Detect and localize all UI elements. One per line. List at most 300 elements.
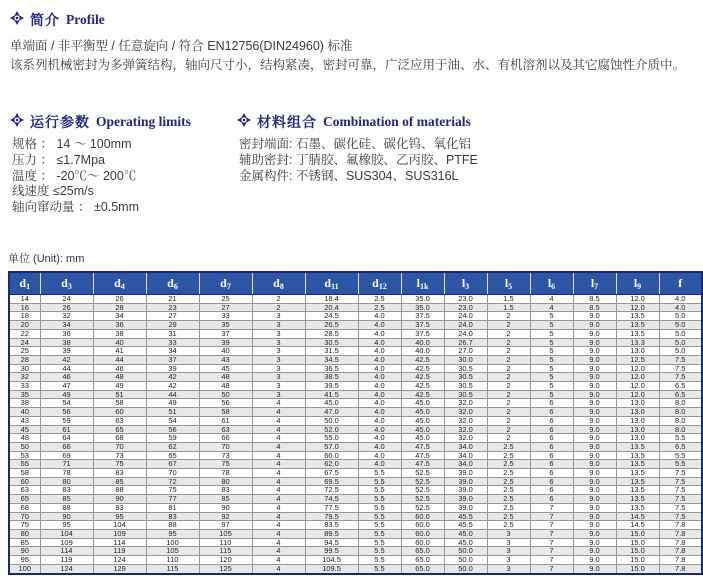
table-cell: 4.0 [358,425,401,434]
table-cell: 23.0 [444,303,487,312]
table-row [9,364,702,373]
table-row [9,469,702,478]
table-cell: 2.5 [358,303,401,312]
table-row [9,416,702,425]
column-header-l7: $l_7$ [573,272,616,295]
table-cell: 53 [9,451,40,460]
table-cell: 92 [199,512,252,521]
table-cell: 99.5 [305,547,358,556]
table-cell: 75 [199,460,252,469]
table-cell: 3 [252,338,305,347]
table-cell: 65 [93,425,146,434]
table-cell: 2 [487,399,530,408]
table-cell: 2 [487,408,530,417]
table-cell: 39.5 [305,382,358,391]
table-cell: 70 [146,469,199,478]
table-cell: 30.5 [444,390,487,399]
table-cell: 9.0 [573,364,616,373]
table-cell: 1.5 [487,303,530,312]
table-cell: 34.0 [444,442,487,451]
table-cell: 47.5 [401,442,444,451]
table-cell: 4.0 [659,303,702,312]
table-cell: 39.0 [444,477,487,486]
table-cell: 58 [9,469,40,478]
table-cell: 43 [9,416,40,425]
table-cell: 13.5 [616,503,659,512]
table-cell: 30.5 [305,338,358,347]
table-cell: 42.5 [401,390,444,399]
table-cell: 51 [146,408,199,417]
table-cell: 3 [252,373,305,382]
table-cell: 13.5 [616,442,659,451]
table-cell: 13.0 [616,399,659,408]
table-cell: 35 [199,321,252,330]
table-cell: 45.0 [401,399,444,408]
table-cell: 90 [93,495,146,504]
table-cell: 2 [487,312,530,321]
table-cell: 52.5 [401,495,444,504]
table-cell: 6 [530,399,573,408]
profile-title-en: Profile [66,12,105,27]
table-cell: 7 [530,547,573,556]
table-cell: 35.0 [401,303,444,312]
table-row [9,347,702,356]
table-cell: 30.5 [444,364,487,373]
table-cell: 6 [530,442,573,451]
table-cell: 90 [9,547,40,556]
table-cell: 5 [530,347,573,356]
table-cell: 9.0 [573,347,616,356]
table-row [9,460,702,469]
table-row [9,329,702,338]
table-cell: 65 [146,451,199,460]
table-cell: 4.0 [358,408,401,417]
material-item-secondary-seal: 辅助密封: 丁腈胶、氟橡胶、乙丙胶、PTFE [239,152,478,167]
table-cell: 13.5 [616,329,659,338]
table-cell: 63 [9,486,40,495]
materials-heading [237,112,471,132]
table-cell: 5 [530,338,573,347]
table-cell: 4 [252,399,305,408]
table-cell: 9.0 [573,538,616,547]
table-cell: 5.0 [659,321,702,330]
table-cell: 6 [530,469,573,478]
table-cell: 129 [93,564,146,573]
table-cell: 9.0 [573,564,616,573]
table-cell: 36 [40,329,93,338]
table-cell: 88 [40,503,93,512]
table-cell: 7.5 [659,512,702,521]
column-header-l3: $l_3$ [444,272,487,295]
table-cell: 9.0 [573,355,616,364]
table-cell: 42.5 [401,373,444,382]
column-header-f: f [659,272,702,295]
table-cell: 68 [9,503,40,512]
column-header-l5: $l_5$ [487,272,530,295]
table-cell: 15.0 [616,529,659,538]
table-cell: 70 [199,442,252,451]
table-cell: 73 [93,451,146,460]
table-row [9,503,702,512]
table-cell: 45.5 [444,521,487,530]
table-cell: 45.0 [401,434,444,443]
table-cell: 4 [252,512,305,521]
table-cell: 15.0 [616,547,659,556]
table-cell: 6.5 [659,442,702,451]
table-cell: 83 [199,486,252,495]
table-cell: 3 [252,390,305,399]
table-cell: 8.0 [659,425,702,434]
table-cell: 56 [40,408,93,417]
table-cell: 5.5 [358,529,401,538]
table-cell: 57.0 [305,442,358,451]
table-cell: 5 [530,382,573,391]
table-cell: 7.5 [659,355,702,364]
table-cell: 14.5 [616,512,659,521]
table-cell: 9.0 [573,408,616,417]
table-cell: 37 [199,329,252,338]
table-row [9,382,702,391]
table-cell: 4 [252,477,305,486]
table-cell: 3 [252,312,305,321]
table-cell: 45.0 [401,408,444,417]
table-cell: 4.0 [358,382,401,391]
table-cell: 40.0 [401,347,444,356]
table-cell: 9.0 [573,451,616,460]
table-cell: 75 [146,486,199,495]
table-cell: 95 [40,521,93,530]
table-cell: 2.5 [487,451,530,460]
table-cell: 4.0 [358,460,401,469]
table-cell: 42.5 [401,355,444,364]
table-cell: 7.5 [659,486,702,495]
operating-limits-title-zh: 运行参数 [30,114,90,130]
table-cell: 97 [199,521,252,530]
table-cell: 24 [9,338,40,347]
table-cell: 6 [530,460,573,469]
table-cell: 42 [146,382,199,391]
table-cell: 80 [40,477,93,486]
table-cell: 62 [146,442,199,451]
table-row [9,312,702,321]
table-cell: 9.0 [573,512,616,521]
table-cell: 9.0 [573,382,616,391]
table-cell: 7.5 [659,469,702,478]
column-header-d4: $d_4$ [93,272,146,295]
table-cell: 83 [93,469,146,478]
table-cell: 9.0 [573,425,616,434]
table-cell: 5.5 [358,564,401,573]
table-cell: 42 [146,373,199,382]
table-cell: 9.0 [573,373,616,382]
table-cell: 9.0 [573,434,616,443]
table-row [9,303,702,312]
table-cell: 34.0 [444,451,487,460]
table-cell: 56 [199,399,252,408]
table-cell: 44 [146,390,199,399]
unit-label: 单位 (Unit): mm [8,253,85,265]
table-cell: 12.0 [616,295,659,304]
table-cell: 4.0 [358,312,401,321]
table-cell: 24 [40,295,93,304]
table-cell: 65.0 [401,547,444,556]
material-item-seal-face: 密封端面: 石墨、碳化硅、碳化钨、氧化铝 [239,137,471,151]
table-cell: 7.8 [659,538,702,547]
table-cell: 9.0 [573,477,616,486]
table-cell: 24.0 [444,321,487,330]
table-cell: 109 [93,529,146,538]
table-cell: 94.5 [305,538,358,547]
table-row [9,512,702,521]
table-cell: 3 [252,364,305,373]
table-cell: 95 [9,556,40,565]
table-cell: 120 [199,556,252,565]
table-cell: 59 [146,434,199,443]
table-cell: 109 [40,538,93,547]
table-cell: 9.0 [573,321,616,330]
table-cell: 41.5 [305,390,358,399]
table-cell: 2.5 [487,477,530,486]
table-cell: 4 [252,425,305,434]
table-cell: 26 [93,295,146,304]
table-cell: 2 [487,329,530,338]
table-cell: 20 [9,321,40,330]
table-cell: 9.0 [573,547,616,556]
table-cell: 32.0 [444,416,487,425]
table-cell: 13.5 [616,312,659,321]
table-cell: 3 [252,347,305,356]
table-cell: 45.0 [305,399,358,408]
material-item-metal-parts: 金属构件: 不锈钢、SUS304、SUS316L [239,168,459,183]
table-cell: 2 [487,434,530,443]
profile-heading [10,10,105,30]
table-cell: 9.0 [573,495,616,504]
table-cell: 64 [40,434,93,443]
table-cell: 15.0 [616,564,659,573]
table-cell: 6.5 [659,382,702,391]
table-row [9,390,702,399]
table-cell: 2 [252,303,305,312]
table-cell: 73 [199,451,252,460]
table-row [9,408,702,417]
table-cell: 7 [530,503,573,512]
table-cell: 95 [146,529,199,538]
limit-item-temperature: 温度 ： -20℃～ 200℃ [12,168,137,183]
table-cell: 31.5 [305,347,358,356]
table-cell: 6 [530,408,573,417]
table-cell: 3 [252,382,305,391]
table-cell: 104 [93,521,146,530]
table-cell: 110 [146,556,199,565]
table-cell: 13.3 [616,338,659,347]
table-cell: 41 [93,347,146,356]
table-cell: 35 [9,390,40,399]
table-cell: 78 [199,469,252,478]
table-cell: 45.0 [401,416,444,425]
limit-item-pressure: 压力 ： ≤1.7Mpa [12,152,105,167]
table-cell: 47.5 [401,451,444,460]
table-cell: 104 [40,529,93,538]
table-cell: 7 [530,538,573,547]
table-cell: 5 [530,355,573,364]
table-cell: 85 [93,477,146,486]
table-cell: 81 [146,503,199,512]
table-cell: 5.5 [358,495,401,504]
column-header-d8: $d_8$ [252,272,305,295]
table-cell: 4 [252,469,305,478]
table-cell: 5 [530,373,573,382]
table-cell: 4.0 [358,373,401,382]
table-cell: 7.8 [659,556,702,565]
table-cell: 60 [93,408,146,417]
table-cell: 35.0 [401,295,444,304]
table-row [9,373,702,382]
table-cell: 5.5 [358,486,401,495]
table-cell: 83 [40,486,93,495]
table-cell: 13.0 [616,416,659,425]
table-cell: 4 [252,495,305,504]
table-cell: 4.0 [358,329,401,338]
table-cell: 29 [146,321,199,330]
table-cell: 32.0 [444,434,487,443]
table-cell: 2 [487,425,530,434]
table-cell: 47.5 [401,460,444,469]
table-cell: 13.0 [616,434,659,443]
table-row [9,321,702,330]
table-cell: 46 [93,364,146,373]
table-cell: 6 [530,451,573,460]
table-cell: 69 [40,451,93,460]
table-cell: 5 [530,329,573,338]
table-row [9,521,702,530]
table-cell: 7.8 [659,529,702,538]
table-cell: 50.0 [444,547,487,556]
table-cell: 43 [199,355,252,364]
operating-limits-title-en: Operating limits [96,114,191,129]
table-cell: 5.0 [659,338,702,347]
table-cell: 7.8 [659,564,702,573]
table-cell: 37.5 [401,329,444,338]
table-cell: 5 [530,321,573,330]
table-cell: 3 [487,556,530,565]
table-cell: 50 [199,390,252,399]
table-cell: 42.5 [401,382,444,391]
table-cell: 63 [93,416,146,425]
table-header-row [9,272,702,295]
table-cell: 56 [146,425,199,434]
table-cell: 125 [199,564,252,573]
table-cell: 45 [199,364,252,373]
table-cell: 63 [199,425,252,434]
table-cell: 9.0 [573,556,616,565]
table-cell: 6 [530,425,573,434]
table-cell: 9.0 [573,338,616,347]
table-row [9,538,702,547]
table-row [9,451,702,460]
table-cell: 72.5 [305,486,358,495]
limit-item-axial-play: 轴向窜动量 ： ±0.5mm [12,200,140,215]
table-cell: 2.5 [358,295,401,304]
materials-list [239,137,478,184]
dimensions-table [8,271,703,575]
table-cell: 4 [252,442,305,451]
table-cell: 3 [487,564,530,573]
table-cell: 60.0 [401,538,444,547]
table-cell: 4 [252,538,305,547]
table-cell: 8.0 [659,408,702,417]
table-cell: 66 [40,442,93,451]
table-cell: 5.5 [358,512,401,521]
table-cell: 40 [93,338,146,347]
table-cell: 93 [93,503,146,512]
table-cell: 2 [487,355,530,364]
table-cell: 13.5 [616,486,659,495]
table-cell: 2.5 [487,442,530,451]
dimensions-table-wrapper [8,271,703,575]
table-cell: 9.0 [573,399,616,408]
table-cell: 18.4 [305,295,358,304]
table-cell: 95 [93,512,146,521]
table-cell: 32 [40,312,93,321]
table-cell: 5.5 [358,538,401,547]
table-cell: 8.5 [573,295,616,304]
table-cell: 9.0 [573,460,616,469]
table-cell: 33 [9,382,40,391]
table-cell: 4 [252,416,305,425]
table-cell: 7 [530,521,573,530]
operating-limits-heading [10,112,191,132]
table-cell: 4 [530,295,573,304]
table-cell: 20.4 [305,303,358,312]
compass-bullet-icon [10,11,24,30]
column-header-l6: $l_6$ [530,272,573,295]
table-cell: 31 [146,329,199,338]
table-cell: 90 [40,512,93,521]
table-cell: 37.5 [401,312,444,321]
table-cell: 42.5 [401,364,444,373]
table-cell: 78 [40,469,93,478]
table-cell: 45.0 [444,538,487,547]
table-cell: 38 [9,399,40,408]
table-row [9,434,702,443]
table-cell: 2 [487,321,530,330]
table-cell: 26.5 [305,321,358,330]
table-cell: 9.0 [573,390,616,399]
table-cell: 32.0 [444,408,487,417]
table-cell: 124 [40,564,93,573]
table-cell: 6 [530,495,573,504]
table-cell: 72 [146,477,199,486]
table-cell: 58 [199,408,252,417]
table-cell: 39.0 [444,495,487,504]
table-cell: 34 [40,321,93,330]
table-cell: 4.0 [358,338,401,347]
table-cell: 12.0 [616,303,659,312]
table-cell: 27 [146,312,199,321]
table-cell: 2.5 [487,469,530,478]
table-cell: 5.5 [358,521,401,530]
table-cell: 88 [146,521,199,530]
table-cell: 65.0 [401,556,444,565]
table-cell: 23 [146,303,199,312]
table-cell: 39.0 [444,486,487,495]
table-cell: 30.5 [444,373,487,382]
table-cell: 5.5 [358,503,401,512]
table-cell: 48 [199,382,252,391]
column-header-l1k: $l_{1k}$ [401,272,444,295]
table-cell: 37.5 [401,321,444,330]
compass-bullet-icon [10,113,24,132]
